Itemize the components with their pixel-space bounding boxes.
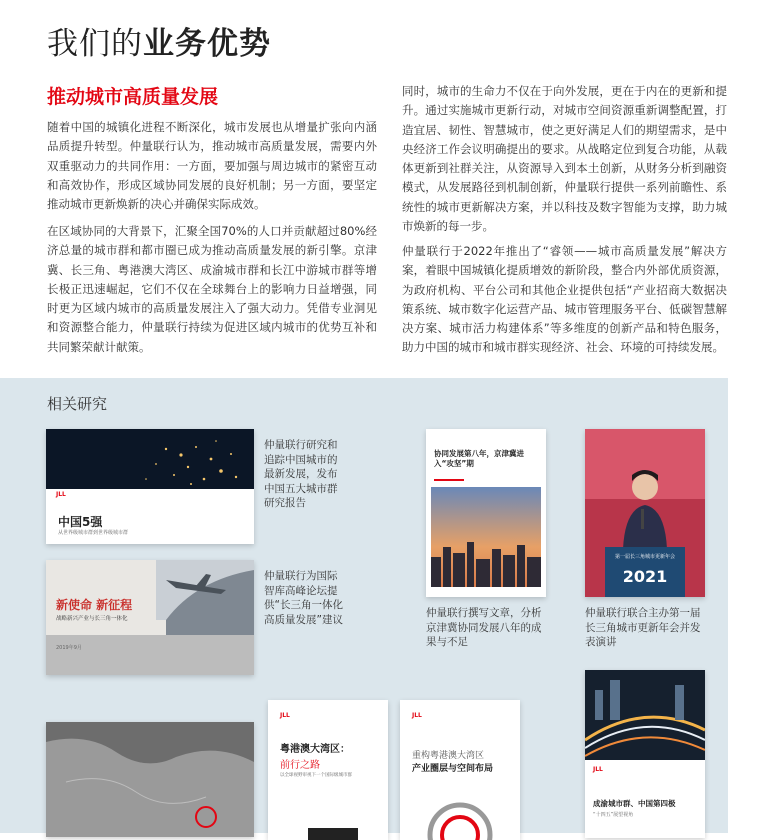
cover-subtitle: “十四五”展望视角 — [593, 812, 634, 818]
highway-night-image — [585, 670, 705, 760]
cover-tag — [434, 479, 464, 481]
photo-year: 2021 — [622, 567, 668, 586]
night-map-image — [46, 429, 254, 489]
cover-title: 成渝城市群、中国第四极 — [593, 799, 676, 808]
paragraph: 同时，城市的生命力不仅在于向外发展，更在于内在的更新和提升。通过实施城市更新行动，对城市空间资源重新调整配置，打造宜居、韧性、智慧城市，使之更好满足人们的期望需求，是中央经济工作会议明确提出的要求。从战略定位到复合功能，从载体更新到社群关注，从资源导入到本土创新，从财务分析到融资模式，从发展路径到机制创新，仲量联行提供一系列前瞻性、系统性的城市更新解决方案，并以科技及数字智能为支撑，助力城市焕新的每一步。 — [402, 84, 727, 234]
map-image — [46, 722, 254, 837]
jll-logo: JLL — [412, 712, 422, 719]
cover-note: 以全球视野审视下一个国际级城市群 — [280, 773, 352, 778]
research-photo-speaker[interactable] — [585, 429, 705, 597]
research-caption[interactable]: 仲量联行撰写文章，分析京津冀协同发展八年的成果与不足 — [426, 607, 542, 648]
cover-title: 新使命 新征程 — [56, 598, 133, 612]
paragraph: 仲量联行于2022年推出了“睿领——城市高质量发展”解决方案，着眼中国城镇化提质增效的新阶段，整合内外部优质资源，为政府机构、平台公司和其他企业提供包括“产业招商大数据决策系统、城市数字化运营产品、城市管理服务平台、低碳智慧解决方案、城市活力构建体系”等多维度的创新产品和特色服务，助力中国的城市和城市群实现经济、社会、环境的可持续发展。 — [402, 244, 727, 355]
photo-banner-text: 第一届长三角城市更新年会 — [614, 554, 675, 560]
research-cover-china-5[interactable] — [46, 429, 254, 544]
research-caption[interactable]: 仲量联行为国际智库高峰论坛提供“长三角一体化高质量发展”建议 — [264, 570, 343, 626]
cover-subtitle: 前行之路 — [280, 760, 320, 771]
jll-logo: JLL — [280, 712, 290, 719]
skyline-image — [431, 487, 541, 587]
research-cover-yangtze[interactable] — [46, 560, 254, 675]
research-caption[interactable]: 仲量联行研究和追踪中国城市的最新发展，发布中国五大城市群研究报告 — [264, 439, 338, 509]
paragraph: 随着中国的城镇化进程不断深化，城市发展也从增量扩张向内涵品质提升转型。仲量联行认为，推动城市高质量发展，需要内外双重驱动力的共同作用：一方面，要加强与周边城市的紧密互动和高效协作，形成区域协同发展的良好机制；另一方面，要坚定推动城市更新焕新的决心并确保实际成效。 — [47, 120, 377, 212]
research-cover-jingjinji[interactable] — [426, 429, 546, 597]
ring-diagram — [425, 800, 495, 840]
cover-subtitle: 从世界级城市群到世界级城市群 — [58, 530, 129, 536]
cover-date: 2019年9月 — [56, 645, 82, 651]
cover-title: 中国5强 — [58, 515, 103, 529]
jll-logo: JLL — [56, 491, 66, 498]
cover-subtitle: 战略新兴产业与长三角一体化 — [56, 616, 128, 622]
cover-title: 协同发展第八年，京津冀进入“攻坚”期 — [434, 449, 524, 468]
research-cover-chengyu[interactable] — [585, 670, 705, 838]
related-research-title: 相关研究 — [47, 395, 108, 413]
related-research-panel — [0, 378, 728, 833]
cover-block — [308, 828, 358, 840]
research-caption[interactable]: 仲量联行联合主办第一届长三角城市更新年会并发表演讲 — [585, 607, 701, 648]
jll-logo: JLL — [593, 766, 603, 773]
page-title: 我们的业务优势 — [47, 26, 271, 62]
section-title: 推动城市高质量发展 — [47, 86, 219, 108]
research-cover-gba-road[interactable] — [268, 700, 388, 840]
cover-subtitle: 产业圈层与空间布局 — [412, 764, 494, 774]
cover-title: 粤港澳大湾区： — [280, 744, 350, 755]
research-cover-gba-industry[interactable] — [400, 700, 520, 840]
research-cover-map[interactable] — [46, 722, 254, 837]
cover-title: 重构粤港澳大湾区 — [412, 751, 485, 761]
paragraph: 在区域协同的大背景下，汇聚全国70%的人口并贡献超过80%经济总量的城市群和都市圈已成为推动高质量发展的新引擎。京津冀、长三角、粤港澳大湾区、成渝城市群和长江中游城市群等增长极正迅速崛起，它们不仅在全球舞台上的影响力日益增强，同时更为区域内城市的高质量发展注入了强大动力。凭借专业洞见和资源整合能力，仲量联行持续为促进区域内城市的优势互补和共同繁荣献计献策。 — [47, 224, 377, 354]
